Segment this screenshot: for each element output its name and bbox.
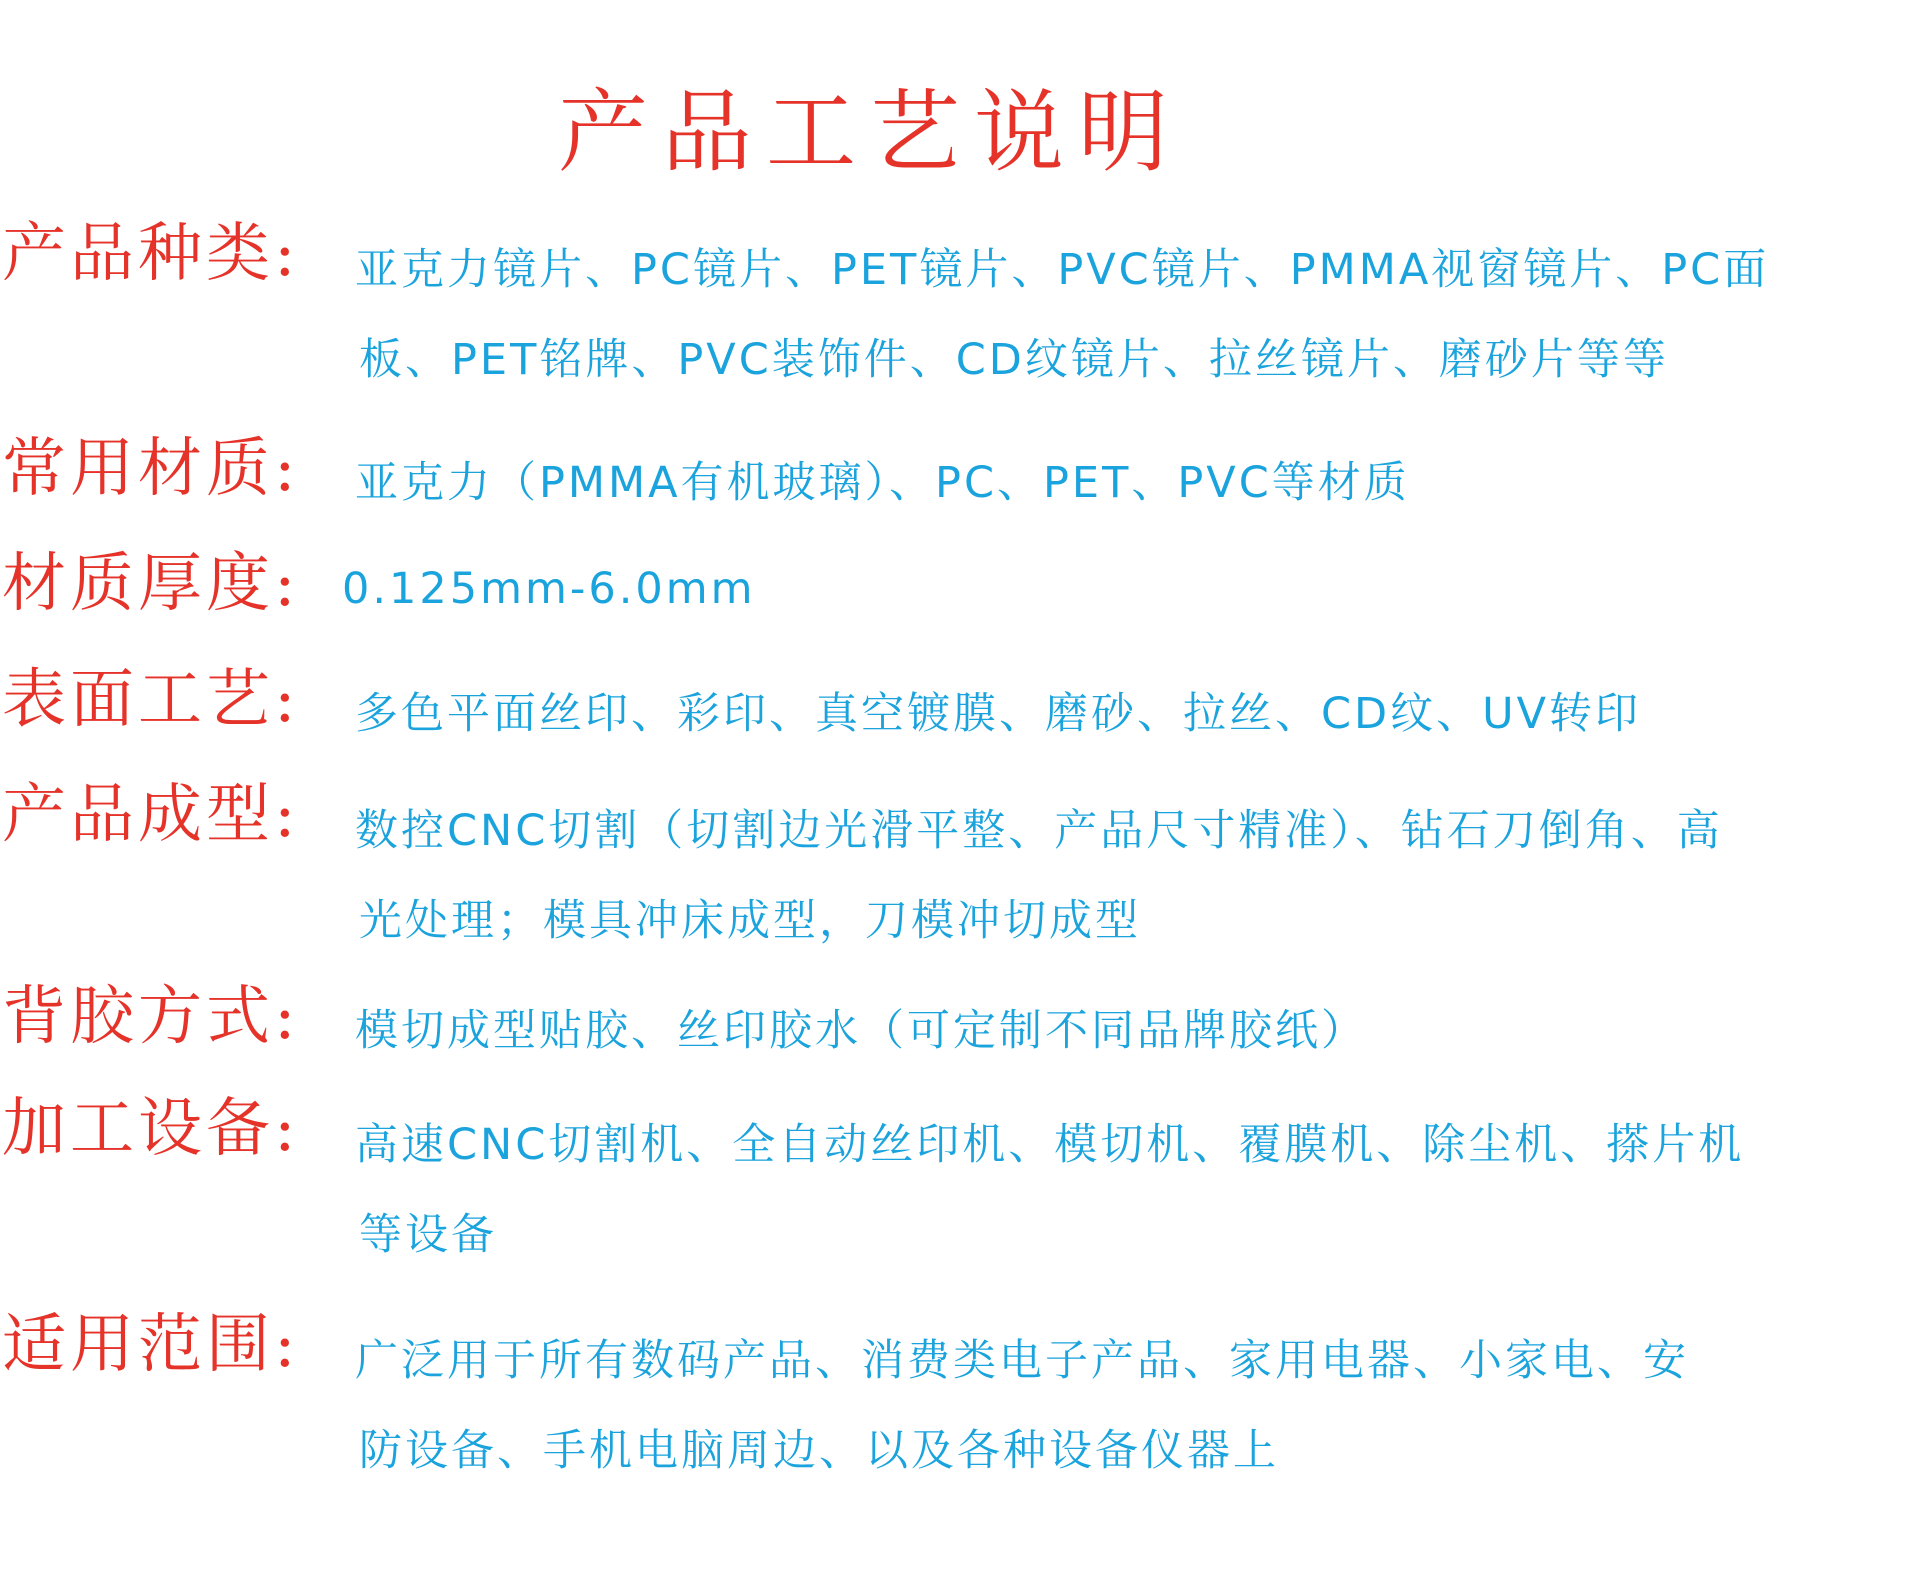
row-value [355, 997, 1915, 1087]
row-label: 常用材质: [2, 432, 300, 506]
row-value-line: 板、PET铭牌、PVC装饰件、CD纹镜片、拉丝镜片、磨砂片等等 [359, 335, 1669, 385]
row-label: 产品种类: [2, 217, 300, 291]
row-value-line: 亚克力（PMMA有机玻璃）、PC、PET、PVC等材质 [355, 458, 1410, 508]
row-value-line: 数控CNC切割（切割边光滑平整、产品尺寸精准）、钻石刀倒角、高 [355, 806, 1723, 856]
row-label: 产品成型: [2, 778, 300, 852]
row-value-line: 光处理；模具冲床成型，刀模冲切成型 [359, 896, 1141, 946]
row-value-line: 多色平面丝印、彩印、真空镀膜、磨砂、拉丝、CD纹、UV转印 [355, 689, 1642, 739]
row-value [355, 680, 1915, 770]
row-value-line: 高速CNC切割机、全自动丝印机、模切机、覆膜机、除尘机、搽片机 [355, 1120, 1745, 1170]
row-value-line: 等设备 [359, 1210, 497, 1260]
row-value [355, 236, 1915, 416]
row-label: 材质厚度: [2, 547, 300, 621]
row-value [355, 1111, 1915, 1291]
row-value-line: 亚克力镜片、PC镜片、PET镜片、PVC镜片、PMMA视窗镜片、PC面 [355, 245, 1770, 295]
row-label: 适用范围: [2, 1308, 300, 1382]
row-value-line: 0.125mm-6.0mm [342, 564, 756, 614]
row-label: 加工设备: [2, 1092, 300, 1166]
row-label: 背胶方式: [2, 980, 300, 1054]
row-value-line: 广泛用于所有数码产品、消费类电子产品、家用电器、小家电、安 [355, 1336, 1689, 1386]
row-value [342, 564, 1902, 654]
row-value [355, 797, 1915, 977]
page-title: 产品工艺说明 [558, 80, 1182, 185]
row-value [355, 449, 1915, 539]
row-value-line: 防设备、手机电脑周边、以及各种设备仪器上 [359, 1426, 1279, 1476]
row-label: 表面工艺: [2, 663, 300, 737]
row-value [355, 1327, 1915, 1507]
row-value-line: 模切成型贴胶、丝印胶水（可定制不同品牌胶纸） [355, 1006, 1367, 1056]
